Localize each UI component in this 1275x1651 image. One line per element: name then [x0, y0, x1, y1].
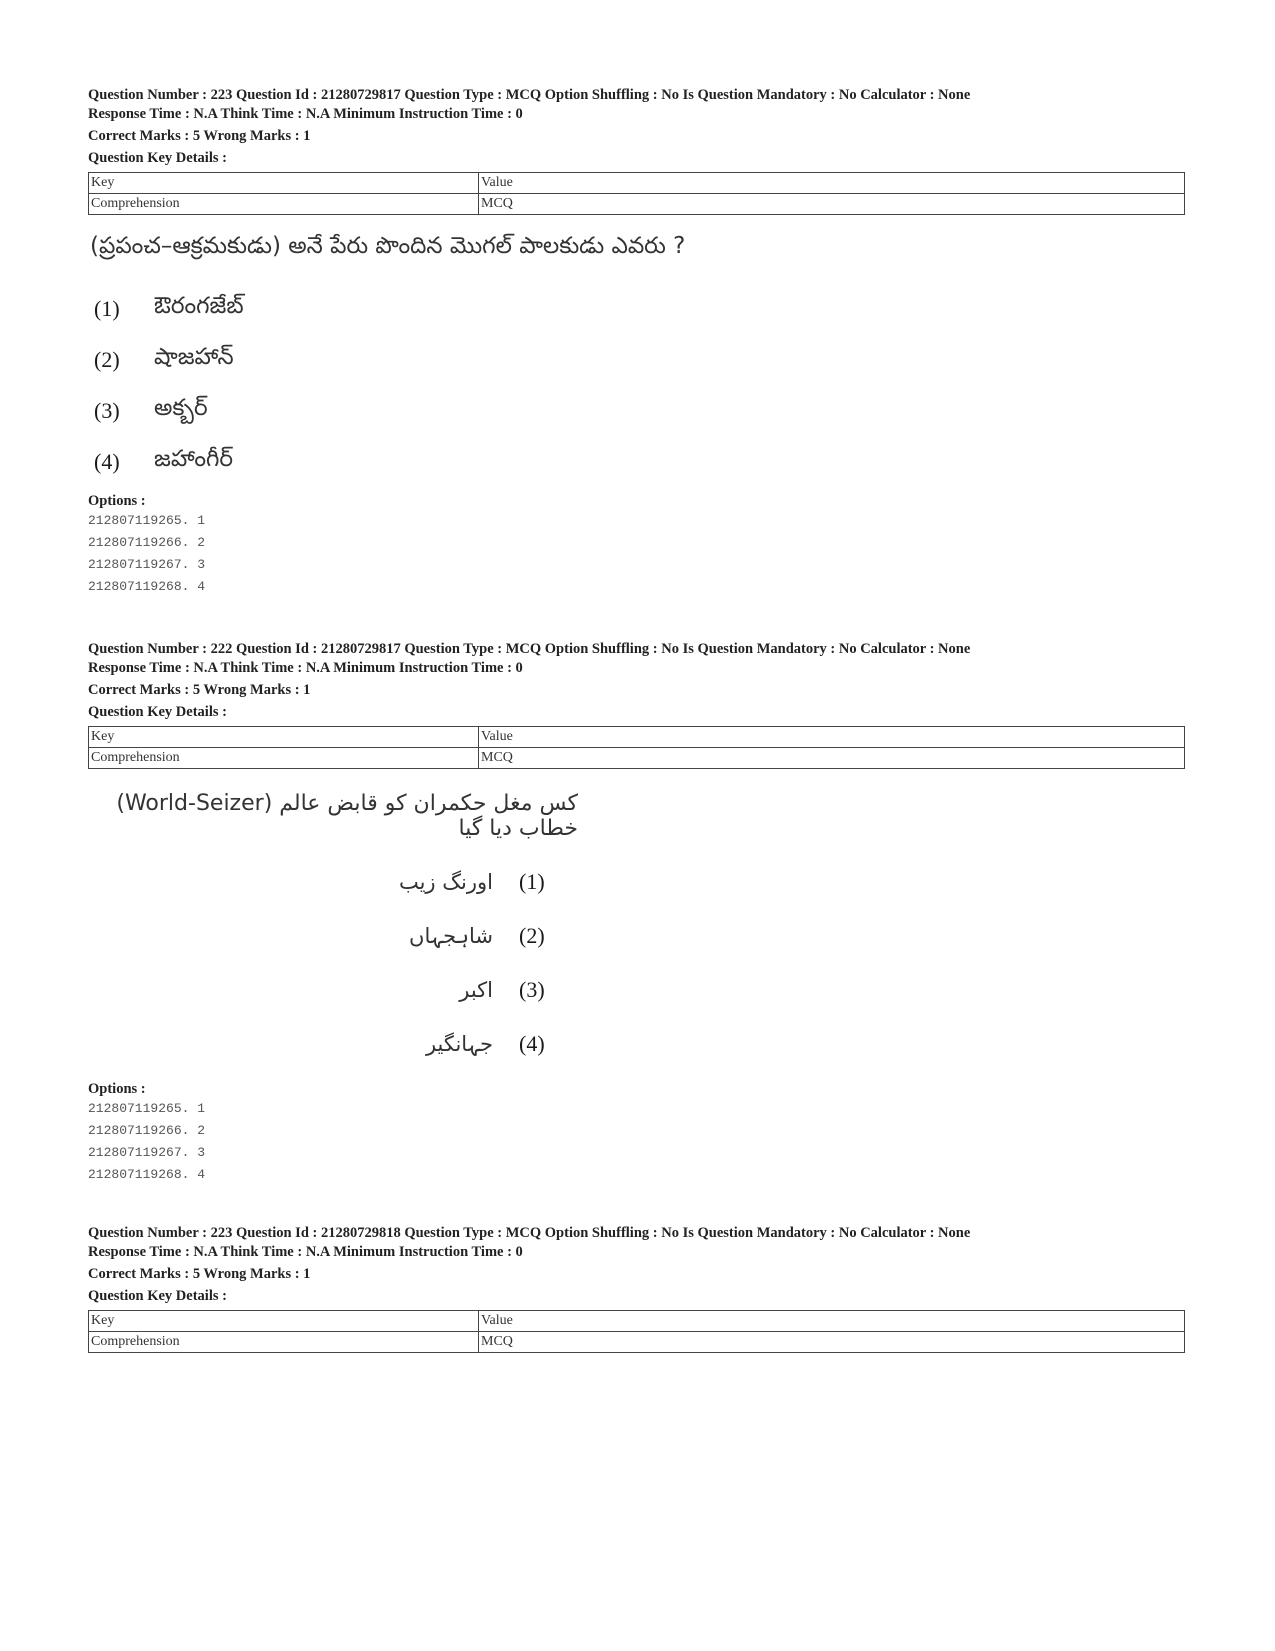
- key-details-label: Question Key Details :: [88, 704, 227, 720]
- question-text: کس مغل حکمران کو قابض عالم (World-Seizer) خطاب دیا گیا: [116, 791, 578, 841]
- choice-item: [88, 855, 1188, 909]
- option-id: 212807119266. 2: [88, 535, 206, 550]
- option-id: 212807119268. 4: [88, 579, 206, 594]
- choice-list: [88, 855, 1188, 1071]
- choice-number: (3): [94, 397, 120, 423]
- key-header: Key: [89, 173, 479, 194]
- option-id-list: [88, 1098, 1188, 1186]
- choice-text: ఔరంగజేబ్: [154, 292, 244, 319]
- marks-line: Correct Marks : 5 Wrong Marks : 1: [88, 1266, 311, 1282]
- key-cell: Comprehension: [89, 748, 479, 769]
- key-details-label: Question Key Details :: [88, 150, 227, 166]
- value-header: Value: [479, 1311, 1185, 1332]
- key-details-table: [88, 726, 1185, 769]
- question-meta-line-2: Response Time : N.A Think Time : N.A Minimum Instruction Time : 0: [88, 106, 523, 122]
- question-meta: [88, 640, 1188, 722]
- option-id: 212807119265. 1: [88, 513, 206, 528]
- value-cell: MCQ: [479, 1332, 1185, 1353]
- value-header: Value: [479, 173, 1185, 194]
- question-block-2: [88, 640, 1188, 1186]
- question-block-3: [88, 1224, 1188, 1353]
- key-cell: Comprehension: [89, 1332, 479, 1353]
- question-meta-line-1: Question Number : 223 Question Id : 21280729818 Question Type : MCQ Option Shuffling : No Is Question Mandatory : No Calculator : None: [88, 1225, 971, 1241]
- choice-text: اورنگ زیب: [398, 870, 493, 894]
- key-cell: Comprehension: [89, 194, 479, 215]
- question-meta: [88, 1224, 1188, 1306]
- table-row: [89, 1332, 1185, 1353]
- choice-number: (2): [519, 923, 545, 948]
- choice-number: (4): [94, 448, 120, 474]
- choice-item: [94, 385, 1188, 436]
- choice-item: [94, 334, 1188, 385]
- table-row: [89, 748, 1185, 769]
- key-details-table: [88, 172, 1185, 215]
- value-cell: MCQ: [479, 748, 1185, 769]
- value-cell: MCQ: [479, 194, 1185, 215]
- choice-text: جہانگیر: [425, 1032, 493, 1056]
- option-id: 212807119265. 1: [88, 1101, 206, 1116]
- choice-number: (1): [94, 295, 120, 321]
- choice-text: జహాంగీర్: [154, 445, 234, 472]
- marks-line: Correct Marks : 5 Wrong Marks : 1: [88, 128, 311, 144]
- key-header: Key: [89, 727, 479, 748]
- question-block-1: [88, 86, 1188, 598]
- choice-item: [88, 909, 1188, 963]
- choice-text: షాజహాన్: [154, 343, 234, 370]
- question-meta-line-1: Question Number : 222 Question Id : 21280729817 Question Type : MCQ Option Shuffling : No Is Question Mandatory : No Calculator : None: [88, 641, 971, 657]
- choice-list: [94, 283, 1188, 487]
- choice-number: (3): [519, 977, 545, 1002]
- option-id-list: [88, 510, 1188, 598]
- question-meta-line-1: Question Number : 223 Question Id : 21280729817 Question Type : MCQ Option Shuffling : No Is Question Mandatory : No Calculator : None: [88, 87, 971, 103]
- table-header-row: [89, 173, 1185, 194]
- table-header-row: [89, 727, 1185, 748]
- question-meta: [88, 86, 1188, 168]
- option-id: 212807119268. 4: [88, 1167, 206, 1182]
- choice-text: అక్బర్: [154, 394, 208, 421]
- value-header: Value: [479, 727, 1185, 748]
- choice-text: اکبر: [459, 978, 493, 1002]
- question-meta-line-2: Response Time : N.A Think Time : N.A Minimum Instruction Time : 0: [88, 660, 523, 676]
- marks-line: Correct Marks : 5 Wrong Marks : 1: [88, 682, 311, 698]
- question-text: (ప్రపంచ–ఆక్రమకుడు) అనే పేరు పొందిన మొగల్ పాలకుడు ఎవరు ?: [90, 233, 686, 259]
- choice-text: شاہجہاں: [409, 924, 493, 948]
- question-meta-line-2: Response Time : N.A Think Time : N.A Minimum Instruction Time : 0: [88, 1244, 523, 1260]
- key-details-table: [88, 1310, 1185, 1353]
- key-details-label: Question Key Details :: [88, 1288, 227, 1304]
- choice-item: [94, 283, 1188, 334]
- options-label: Options :: [88, 1081, 146, 1097]
- choice-number: (2): [94, 346, 120, 372]
- table-row: [89, 194, 1185, 215]
- choice-item: [88, 963, 1188, 1017]
- choice-item: [94, 436, 1188, 487]
- choice-number: (1): [519, 869, 545, 894]
- question-text-wrap: [88, 791, 578, 841]
- option-id: 212807119267. 3: [88, 1145, 206, 1160]
- option-id: 212807119267. 3: [88, 557, 206, 572]
- choice-item: [88, 1017, 1188, 1071]
- choice-number: (4): [519, 1031, 545, 1056]
- options-label: Options :: [88, 493, 146, 509]
- key-header: Key: [89, 1311, 479, 1332]
- table-header-row: [89, 1311, 1185, 1332]
- option-id: 212807119266. 2: [88, 1123, 206, 1138]
